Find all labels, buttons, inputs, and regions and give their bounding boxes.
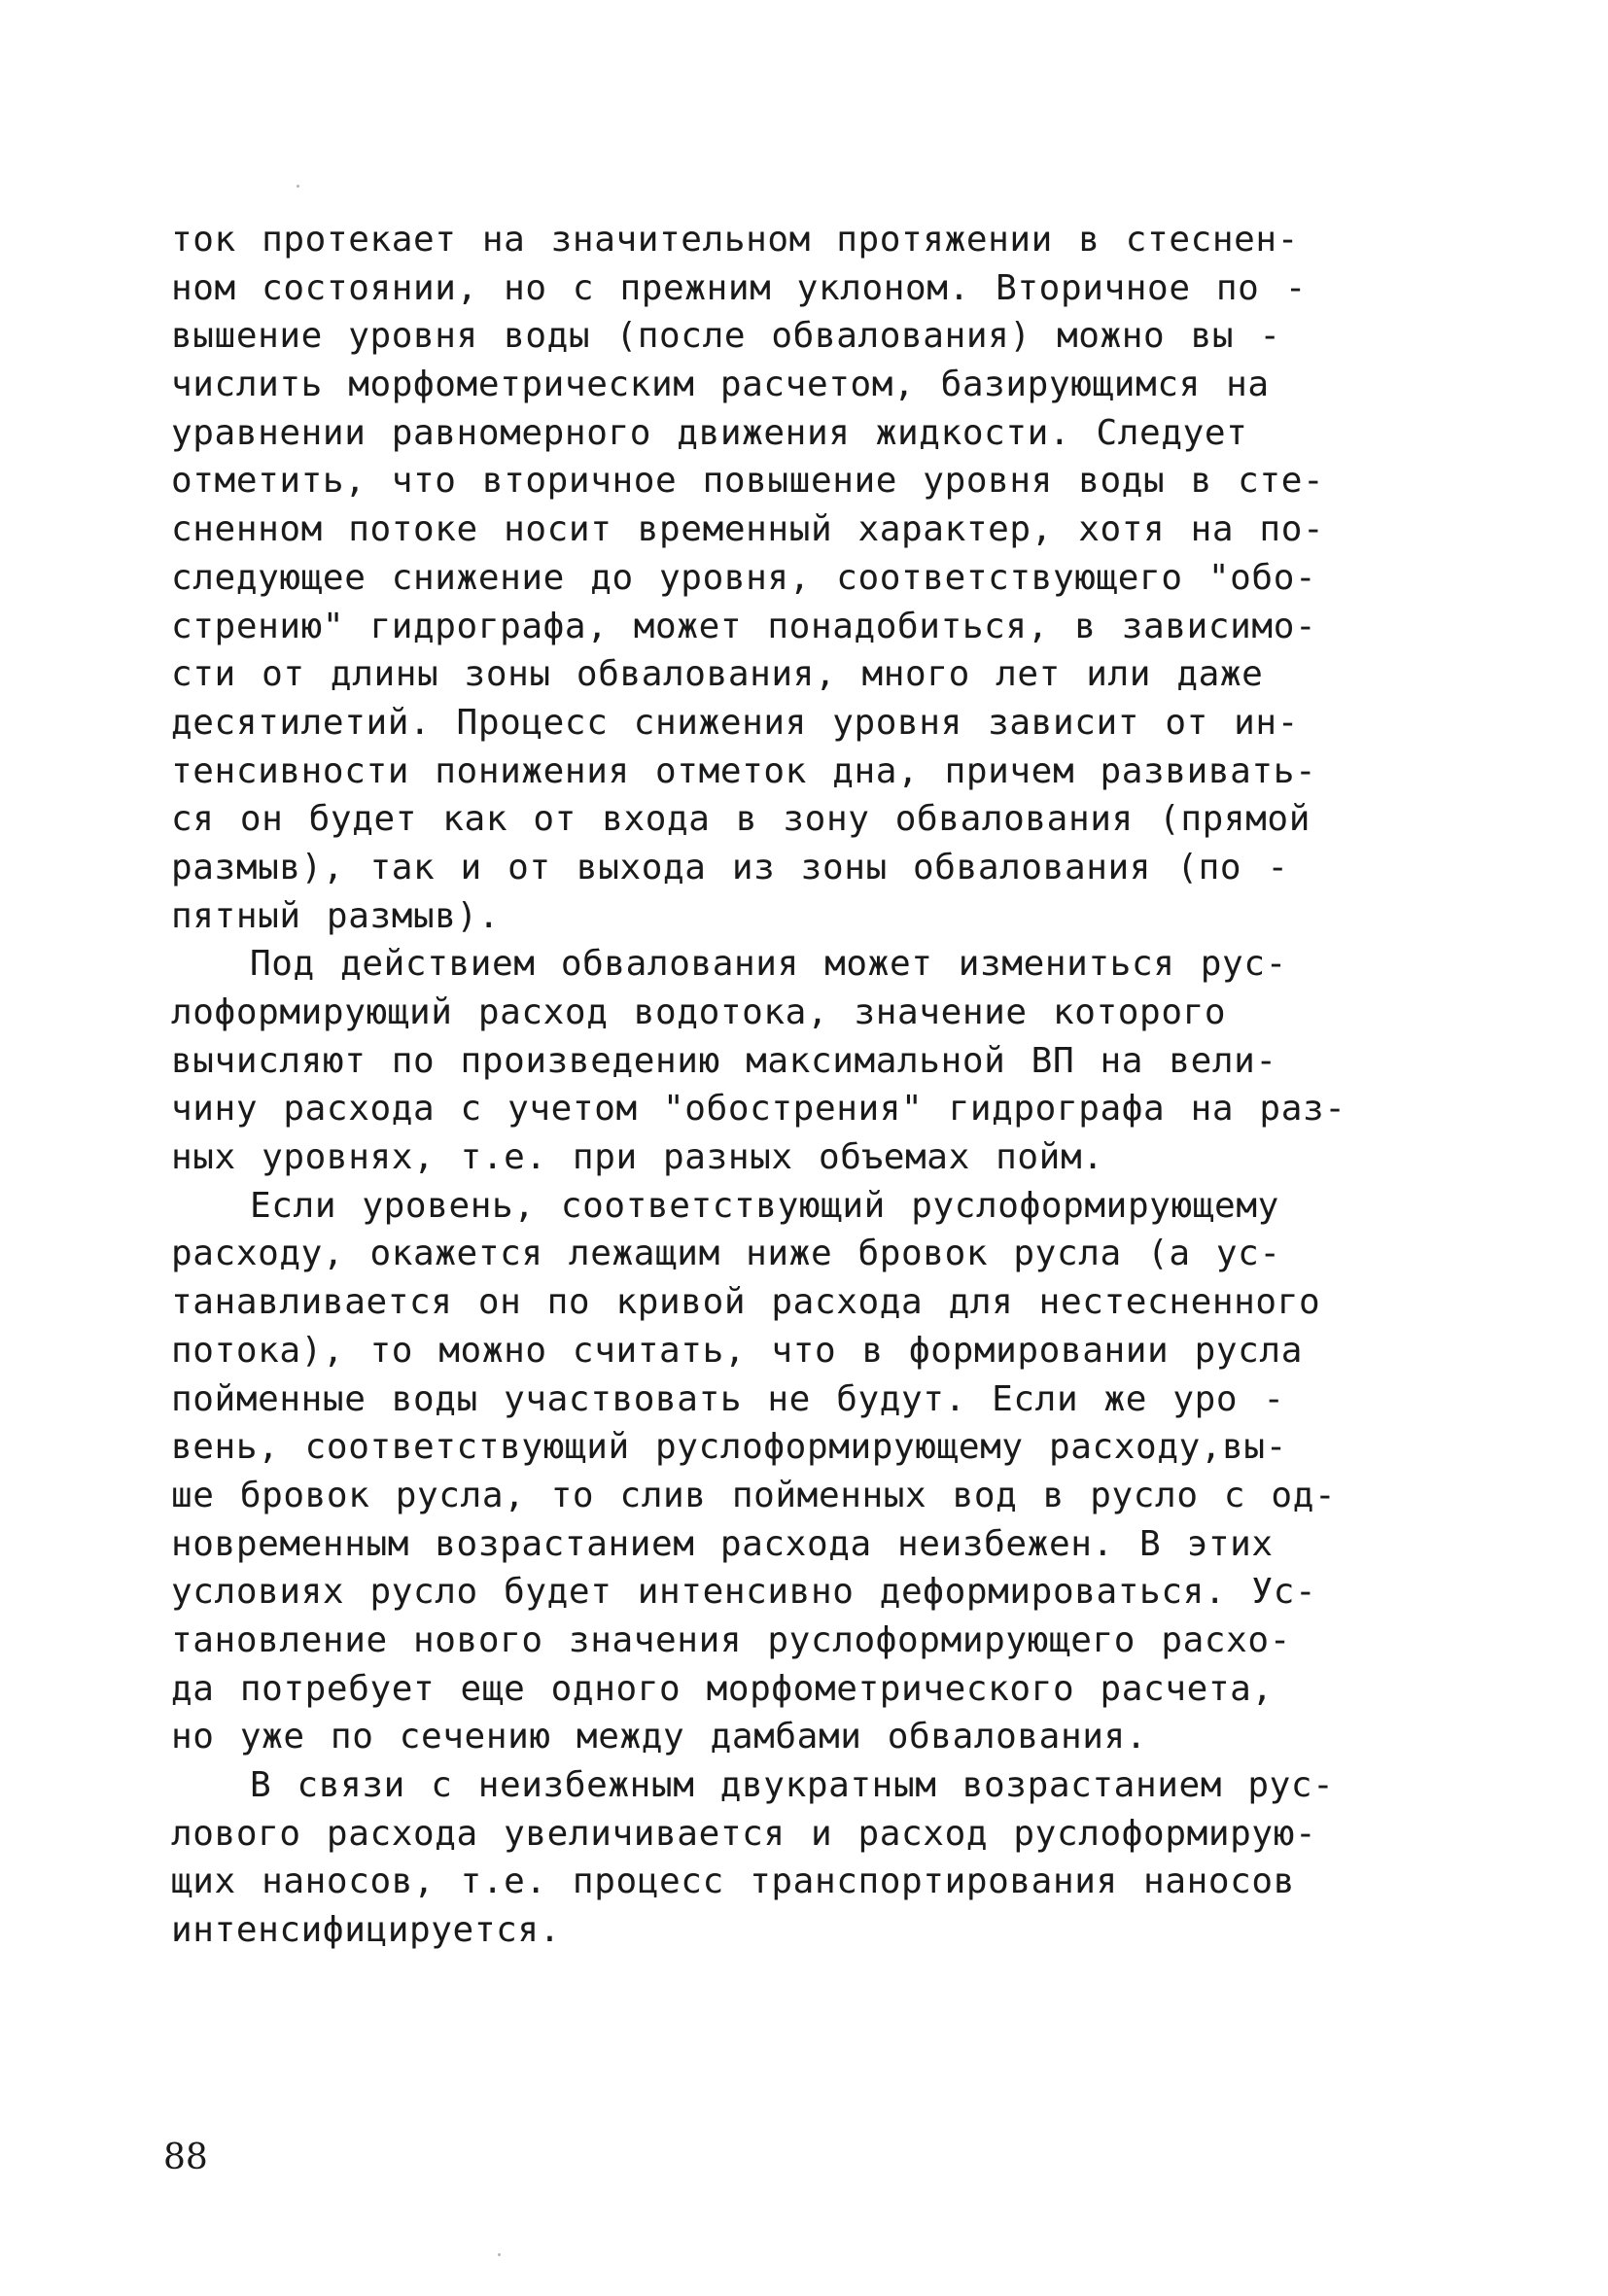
paragraph-start-line: Если уровень, соответствующий руслоформирующему	[250, 1185, 1279, 1226]
text-line: интенсифицируется.	[171, 1910, 561, 1951]
text-line: размыв), так и от выхода из зоны обвалования (по -	[171, 847, 1289, 887]
paragraph-start-line: Под действием обвалования может измениться рус-	[250, 944, 1287, 985]
text-line: лового расхода увеличивается и расход руслоформирую-	[171, 1813, 1317, 1854]
text-line: уравнении равномерного движения жидкости. Следует	[171, 412, 1248, 453]
text-line: вышение уровня воды (после обвалования) можно вы -	[171, 316, 1281, 357]
text-line: тенсивности понижения отметок дна, причем развивать-	[171, 750, 1317, 791]
text-line: пятный размыв).	[171, 895, 501, 936]
text-line: да потребует еще одного морфометрического расчета,	[171, 1668, 1274, 1709]
text-line: расходу, окажется лежащим ниже бровок русла (а ус-	[171, 1234, 1281, 1274]
text-line: ток протекает на значительном протяжении в стеснен-	[171, 220, 1299, 260]
page-number: 88	[163, 2138, 208, 2177]
text-line: условиях русло будет интенсивно деформироваться. Ус-	[171, 1572, 1317, 1613]
text-line: сненном потоке носит временный характер, хотя на по-	[171, 509, 1325, 550]
text-line: сти от длины зоны обвалования, много лет или даже	[171, 654, 1264, 695]
text-line: отметить, что вторичное повышение уровня воды в сте-	[171, 461, 1325, 502]
text-line: чину расхода с учетом "обострения" гидрографа на раз-	[171, 1089, 1346, 1130]
text-line: новременным возрастанием расхода неизбежен. В этих	[171, 1523, 1274, 1564]
text-line: числить морфометрическим расчетом, базирующимся на	[171, 365, 1270, 405]
text-line: вень, соответствующий руслоформирующему расходу,вы-	[171, 1427, 1287, 1468]
text-line: десятилетий. Процесс снижения уровня зависит от ин-	[171, 702, 1299, 743]
text-line: ных уровнях, т.е. при разных объемах пойм.	[171, 1137, 1104, 1178]
text-line: следующее снижение до уровня, соответствующего "обо-	[171, 557, 1317, 598]
text-line: тановление нового значения руслоформирующего расхо-	[171, 1619, 1291, 1660]
paragraph-start-line: В связи с неизбежным двукратным возрастанием рус-	[250, 1765, 1335, 1805]
text-line: вычисляют по произведению максимальной ВП на вели-	[171, 1040, 1277, 1081]
body-text	[171, 216, 1430, 1955]
text-line: ся он будет как от входа в зону обвалования (прямой	[171, 799, 1311, 840]
scan-speck	[297, 185, 299, 188]
text-line: лоформирующий расход водотока, значение которого	[171, 992, 1227, 1032]
text-line: пойменные воды участвовать не будут. Если же уро -	[171, 1378, 1285, 1419]
text-line: стрению" гидрографа, может понадобиться, в зависимо-	[171, 606, 1317, 646]
text-line: щих наносов, т.е. процесс транспортирования наносов	[171, 1861, 1295, 1902]
text-line: потока), то можно считать, что в формировании русла	[171, 1330, 1303, 1371]
text-line: ше бровок русла, то слив пойменных вод в русло с од-	[171, 1475, 1337, 1515]
scan-speck	[498, 2253, 501, 2256]
text-line: танавливается он по кривой расхода для нестесненного	[171, 1282, 1321, 1323]
text-line: ном состоянии, но с прежним уклоном. Вторичное по -	[171, 267, 1307, 308]
text-line: но уже по сечению между дамбами обвалования.	[171, 1717, 1148, 1757]
